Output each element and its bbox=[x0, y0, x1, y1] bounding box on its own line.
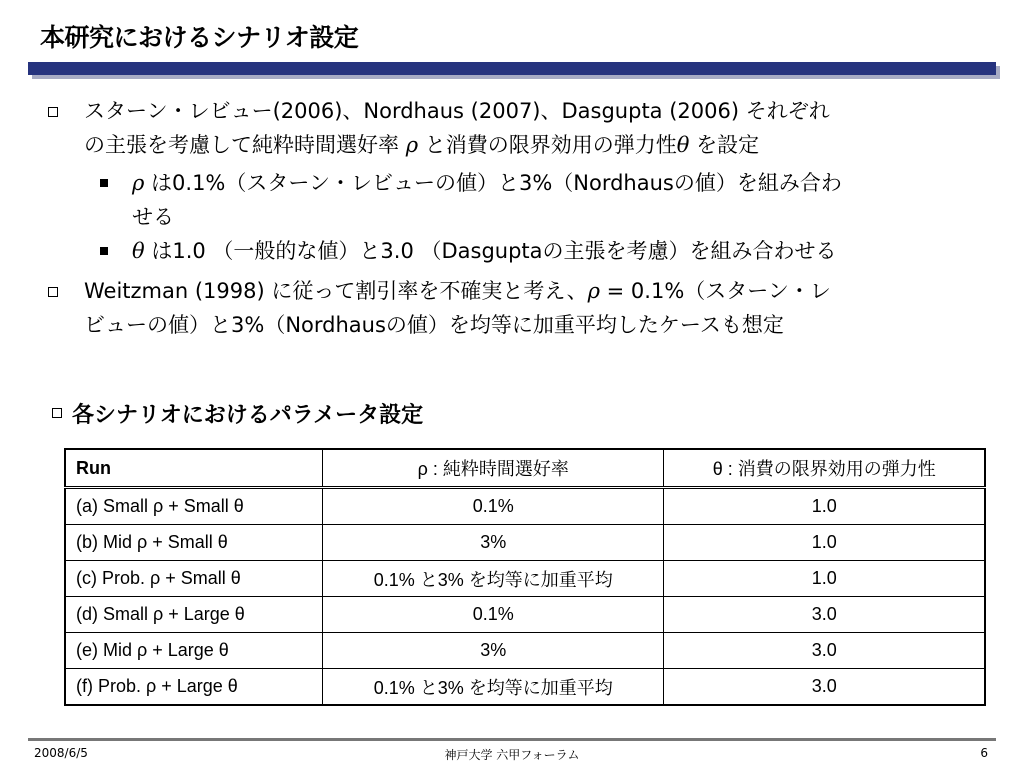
cell-run: (c) Prob. ρ + Small θ bbox=[65, 561, 323, 597]
header-run: Run bbox=[65, 449, 323, 488]
sub-bullet-text: ρ は0.1%（スターン・レビューの値）と3%（Nordhausの値）を組み合わ せる bbox=[132, 171, 842, 229]
bullet-text: Weitzman (1998) に従って割引率を不確実と考え、ρ = 0.1%（スターン・レ ビューの値）と3%（Nordhausの値）を均等に加重平均したケースも想定 bbox=[84, 279, 831, 337]
cell-run: (e) Mid ρ + Large θ bbox=[65, 633, 323, 669]
cell-theta: 1.0 bbox=[664, 525, 985, 561]
hollow-square-bullet-icon bbox=[52, 408, 62, 418]
slide-title: 本研究におけるシナリオ設定 bbox=[40, 23, 359, 52]
header-theta: θ : 消費の限界効用の弾力性 bbox=[664, 449, 985, 488]
footer-event: 神戸大学 六甲フォーラム bbox=[444, 748, 580, 762]
table-row bbox=[65, 633, 985, 669]
cell-theta: 3.0 bbox=[664, 633, 985, 669]
cell-theta: 1.0 bbox=[664, 488, 985, 525]
sub-bullet-item bbox=[40, 166, 990, 234]
cell-rho: 0.1% bbox=[323, 597, 664, 633]
filled-square-bullet-icon bbox=[100, 179, 108, 187]
table-row bbox=[65, 669, 985, 706]
table-row bbox=[65, 525, 985, 561]
title-bar bbox=[28, 62, 996, 75]
sub-bullet-text: θ は1.0 （一般的な値）と3.0 （Dasguptaの主張を考慮）を組み合わせる bbox=[132, 239, 837, 263]
filled-square-bullet-icon bbox=[100, 247, 108, 255]
hollow-square-bullet-icon bbox=[48, 287, 58, 297]
cell-run: (d) Small ρ + Large θ bbox=[65, 597, 323, 633]
cell-theta: 1.0 bbox=[664, 561, 985, 597]
page-number: 6 bbox=[980, 746, 988, 760]
bullet-item bbox=[40, 94, 990, 162]
cell-rho: 0.1% bbox=[323, 488, 664, 525]
section-heading: 各シナリオにおけるパラメータ設定 bbox=[52, 398, 423, 429]
bullet-list bbox=[40, 94, 990, 346]
table-row bbox=[65, 488, 985, 525]
hollow-square-bullet-icon bbox=[48, 107, 58, 117]
cell-run: (b) Mid ρ + Small θ bbox=[65, 525, 323, 561]
bullet-text: スターン・レビュー(2006)、Nordhaus (2007)、Dasgupta (2006) それぞれ の主張を考慮して純粋時間選好率 ρ と消費の限界効用の弾力性θ を設定 bbox=[84, 99, 830, 157]
header-rho: ρ : 純粋時間選好率 bbox=[323, 449, 664, 488]
parameter-table bbox=[64, 448, 986, 706]
cell-run: (a) Small ρ + Small θ bbox=[65, 488, 323, 525]
cell-run: (f) Prob. ρ + Large θ bbox=[65, 669, 323, 706]
footer-date: 2008/6/5 bbox=[34, 746, 88, 760]
table-row bbox=[65, 561, 985, 597]
bullet-item bbox=[40, 274, 990, 342]
cell-rho: 3% bbox=[323, 633, 664, 669]
table-row bbox=[65, 597, 985, 633]
cell-theta: 3.0 bbox=[664, 597, 985, 633]
footer-divider bbox=[28, 738, 996, 741]
table-header-row bbox=[65, 449, 985, 488]
cell-theta: 3.0 bbox=[664, 669, 985, 706]
cell-rho: 0.1% と3% を均等に加重平均 bbox=[323, 561, 664, 597]
cell-rho: 3% bbox=[323, 525, 664, 561]
sub-bullet-item bbox=[40, 234, 990, 268]
cell-rho: 0.1% と3% を均等に加重平均 bbox=[323, 669, 664, 706]
